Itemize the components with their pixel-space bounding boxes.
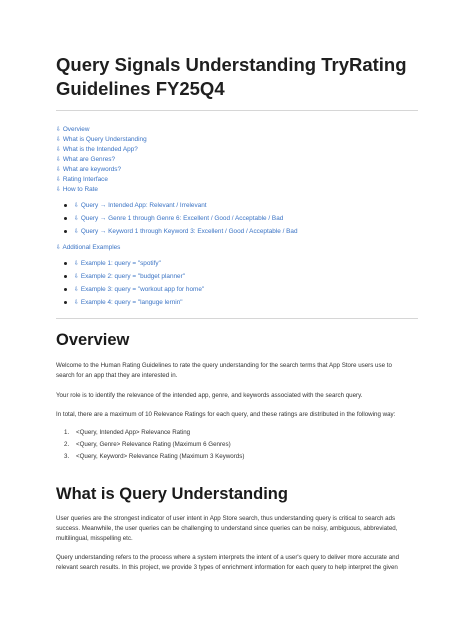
overview-paragraph-2: Your role is to identify the relevance of the intended app, genre, and keywords associated with the search query. (56, 392, 363, 399)
toc-link-additional-examples[interactable]: ⇩ Additional Examples (56, 244, 121, 251)
list-item (56, 284, 418, 295)
toc-how-to-rate-sublist (56, 200, 418, 237)
list-item: 2. <Query, Genre> Relevance Rating (Maximum 6 Genres) (64, 441, 231, 448)
down-arrow-icon: ⇩ (74, 202, 80, 209)
overview-paragraph-1: Welcome to the Human Rating Guidelines to rate the query understanding for the search terms that App Store users use to search for an app that they are interested in. (56, 362, 392, 379)
list-item (56, 200, 418, 211)
list-item (56, 226, 418, 237)
toc-link-rating-interface[interactable]: ⇩ Rating Interface (56, 176, 108, 183)
toc-link-example-4[interactable]: ⇩ Example 4: query = "languge lernin" (74, 299, 183, 306)
toc-link-intended-app[interactable]: ⇩ What is the Intended App? (56, 146, 138, 153)
list-item: 1. <Query, Intended App> Relevance Rating (64, 429, 191, 436)
toc-link-example-3[interactable]: ⇩ Example 3: query = "workout app for home" (74, 286, 205, 293)
down-arrow-icon: ⇩ (56, 176, 62, 183)
toc-link-example-2[interactable]: ⇩ Example 2: query = "budget planner" (74, 273, 186, 280)
toc-link-query-understanding[interactable]: ⇩ What is Query Understanding (56, 136, 147, 143)
list-item (56, 258, 418, 269)
down-arrow-icon: ⇩ (74, 273, 80, 280)
down-arrow-icon: ⇩ (74, 228, 80, 235)
list-item (56, 297, 418, 308)
list-item (56, 271, 418, 282)
toc-link-keyword-rating[interactable]: ⇩ Query → Keyword 1 through Keyword 3: Excellent / Good / Acceptable / Bad (74, 228, 298, 235)
overview-paragraph-3: In total, there are a maximum of 10 Relevance Ratings for each query, and these ratings are distributed in the following way: (56, 411, 396, 418)
down-arrow-icon: ⇩ (56, 156, 62, 163)
toc-link-keywords[interactable]: ⇩ What are keywords? (56, 166, 122, 173)
down-arrow-icon: ⇩ (74, 299, 80, 306)
table-of-contents (56, 125, 418, 310)
down-arrow-icon: ⇩ (56, 186, 62, 193)
toc-link-intended-app-rating[interactable]: ⇩ Query → Intended App: Relevant / Irrelevant (74, 202, 207, 209)
toc-divider (56, 318, 418, 319)
query-understanding-heading: What is Query Understanding (56, 485, 288, 503)
title-divider (56, 110, 418, 111)
toc-link-how-to-rate[interactable]: ⇩ How to Rate (56, 186, 98, 193)
down-arrow-icon: ⇩ (56, 146, 62, 153)
document-title-line-1: Query Signals Understanding TryRating (56, 54, 407, 75)
down-arrow-icon: ⇩ (56, 244, 62, 251)
down-arrow-icon: ⇩ (56, 166, 62, 173)
toc-link-genres[interactable]: ⇩ What are Genres? (56, 156, 116, 163)
down-arrow-icon: ⇩ (74, 286, 80, 293)
document-title (56, 53, 418, 101)
down-arrow-icon: ⇩ (74, 215, 80, 222)
toc-link-overview[interactable]: ⇩ Overview (56, 126, 90, 133)
query-understanding-paragraph-2: Query understanding refers to the process where a system interprets the intent of a user's query to deliver more accurate and relevant search results. In this project, we provide 3 types of enrichment information for each query to help interpret the given (56, 554, 400, 571)
list-item: 3. <Query, Keyword> Relevance Rating (Maximum 3 Keywords) (64, 453, 245, 460)
rating-types-list (56, 427, 418, 463)
toc-link-genre-rating[interactable]: ⇩ Query → Genre 1 through Genre 6: Excellent / Good / Acceptable / Bad (74, 215, 284, 222)
list-item (56, 213, 418, 224)
toc-examples-sublist (56, 258, 418, 308)
down-arrow-icon: ⇩ (74, 260, 80, 267)
down-arrow-icon: ⇩ (56, 136, 62, 143)
overview-heading: Overview (56, 331, 130, 349)
toc-link-example-1[interactable]: ⇩ Example 1: query = "spotify" (74, 260, 161, 267)
document-title-line-2: Guidelines FY25Q4 (56, 78, 225, 99)
down-arrow-icon: ⇩ (56, 126, 62, 133)
query-understanding-paragraph-1: User queries are the strongest indicator of user intent in App Store search, thus understanding query is critical to search ads success. Meanwhile, the user queries can be challenging to understand since queries can be noisy, ambiguous, abbreviated, multilingual, misspelling etc. (56, 515, 398, 542)
